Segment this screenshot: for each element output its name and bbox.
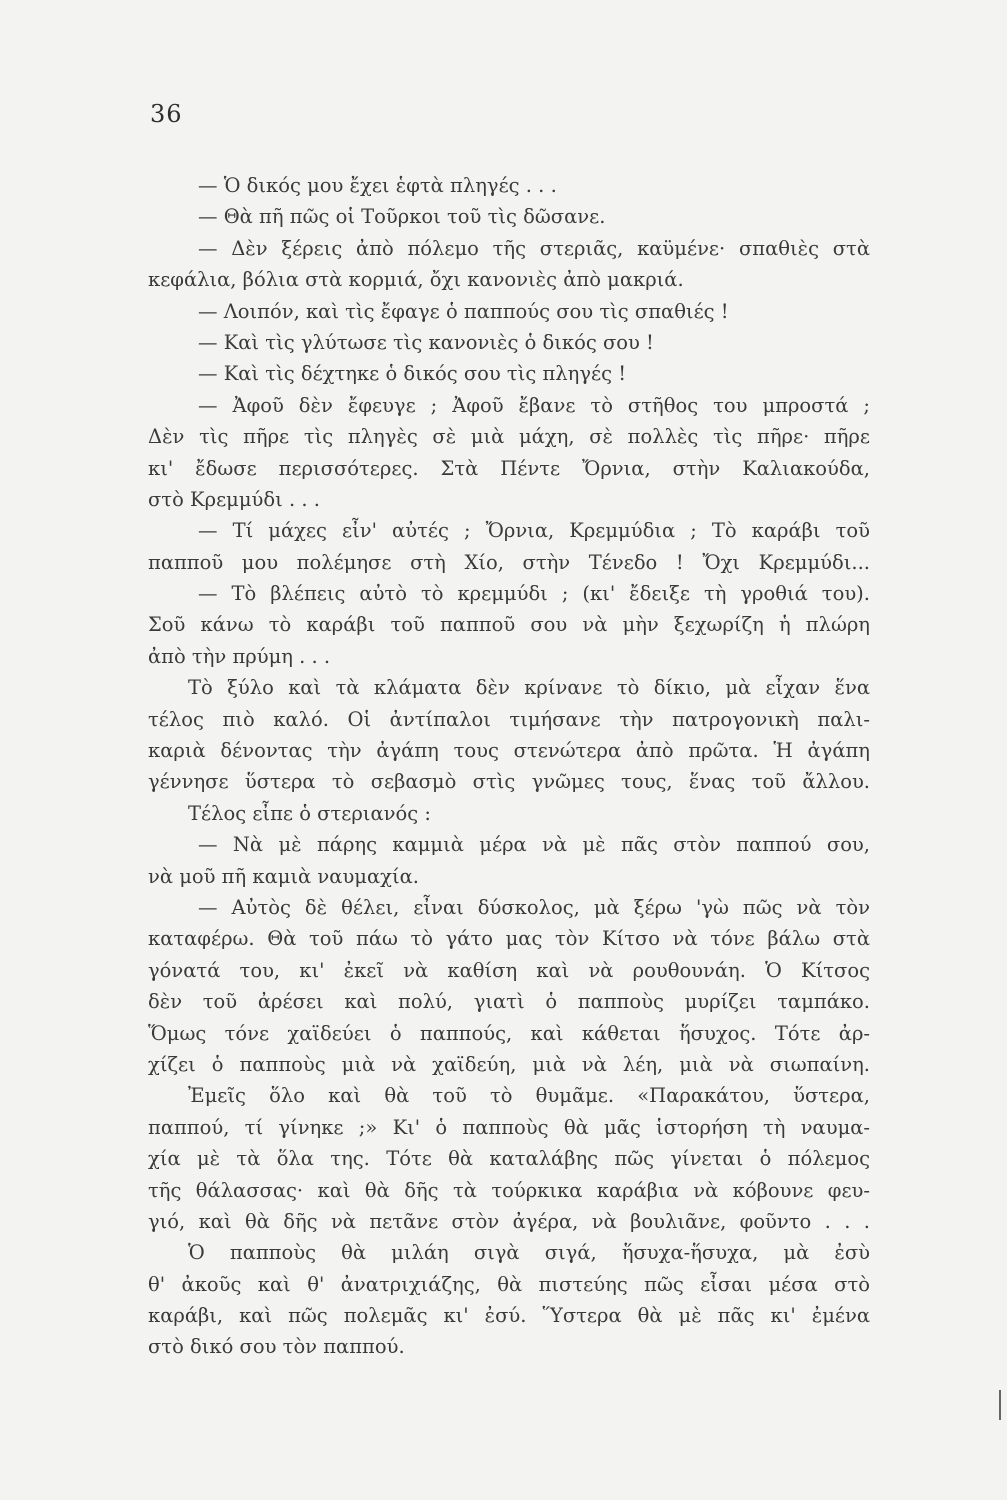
text-line: γόνατά του, κι' ἐκεῖ νὰ καθίση καὶ νὰ ρουθουνάη. Ὁ Κίτσος	[148, 958, 870, 982]
text-line: καταφέρω. Θὰ τοῦ πάω τὸ γάτο μας τὸν Κίτσο νὰ τόνε βάλω στὰ	[148, 927, 870, 951]
text-line: — Τί μάχες εἶν' αὐτές ; Ὄρνια, Κρεμμύδια ; Τὸ καράβι τοῦ	[198, 519, 870, 543]
text-line: Τέλος εἶπε ὁ στεριανός :	[188, 801, 431, 825]
text-line: καράβι, καὶ πῶς πολεμᾶς κι' ἐσύ. Ὕστερα θὰ μὲ πᾶς κι' ἐμένα	[148, 1304, 870, 1328]
text-line: Σοῦ κάνω τὸ καράβι τοῦ παπποῦ σου νὰ μὴν ξεχωρίζη ἡ πλώρη	[148, 613, 870, 637]
text-line: γιό, καὶ θὰ δῆς νὰ πετᾶνε στὸν ἀγέρα, νὰ βουλιᾶνε, φοῦντο . . .	[148, 1209, 870, 1233]
text-line: κι' ἔδωσε περισσότερες. Στὰ Πέντε Ὄρνια, στὴν Καλιακούδα,	[148, 456, 870, 480]
text-line: — Δὲν ξέρεις ἀπὸ πόλεμο τῆς στεριᾶς, καϋμένε· σπαθιὲς στὰ	[198, 236, 870, 260]
page-number: 36	[150, 100, 183, 128]
text-line: Τὸ ξύλο καὶ τὰ κλάματα δὲν κρίνανε τὸ δίκιο, μὰ εἶχαν ἕνα	[188, 676, 870, 700]
text-line: — Καὶ τὶς γλύτωσε τὶς κανονιὲς ὁ δικός σου !	[198, 330, 654, 354]
text-line: χία μὲ τὰ ὅλα της. Τότε θὰ καταλάβης πῶς γίνεται ὁ πόλεμος	[148, 1147, 870, 1171]
text-line: θ' ἀκοῦς καὶ θ' ἀνατριχιάζης, θὰ πιστεύης πῶς εἶσαι μέσα στὸ	[148, 1272, 870, 1296]
page-edge-mark	[999, 1390, 1001, 1420]
text-line: στὸ Κρεμμύδι . . .	[148, 487, 320, 511]
text-line: δὲν τοῦ ἀρέσει καὶ πολύ, γιατὶ ὁ παπποὺς μυρίζει ταμπάκο.	[148, 990, 870, 1014]
text-line: Ὁ παπποὺς θὰ μιλάη σιγὰ σιγά, ἥσυχα-ἥσυχα, μὰ ἐσὺ	[188, 1241, 870, 1265]
body-text	[148, 170, 870, 1363]
text-line: τῆς θάλασσας· καὶ θὰ δῆς τὰ τούρκικα καράβια νὰ κόβουνε φευ-	[148, 1178, 870, 1202]
text-line: καριὰ δένοντας τὴν ἀγάπη τους στενώτερα ἀπὸ πρῶτα. Ἡ ἀγάπη	[148, 739, 870, 763]
text-line: — Αὐτὸς δὲ θέλει, εἶναι δύσκολος, μὰ ξέρω 'γὼ πῶς νὰ τὸν	[198, 895, 870, 919]
text-line: — Τὸ βλέπεις αὐτὸ τὸ κρεμμύδι ; (κι' ἔδειξε τὴ γροθιά του).	[198, 582, 870, 606]
text-line: ἀπὸ τὴν πρύμη . . .	[148, 644, 331, 668]
text-line: Ὅμως τόνε χαϊδεύει ὁ παππούς, καὶ κάθεται ἥσυχος. Τότε ἀρ-	[148, 1021, 870, 1045]
text-line: — Καὶ τὶς δέχτηκε ὁ δικός σου τὶς πληγές !	[198, 362, 627, 386]
text-line: κεφάλια, βόλια στὰ κορμιά, ὄχι κανονιὲς ἀπὸ μακριά.	[148, 268, 684, 292]
text-line: γέννησε ὕστερα τὸ σεβασμὸ στὶς γνῶμες τους, ἕνας τοῦ ἄλλου.	[148, 770, 870, 794]
text-line: — Θὰ πῆ πῶς οἱ Τοῦρκοι τοῦ τὶς δῶσανε.	[198, 205, 606, 229]
text-line: Ἐμεῖς ὅλο καὶ θὰ τοῦ τὸ θυμᾶμε. «Παρακάτου, ὕστερα,	[188, 1084, 870, 1108]
text-line: — Ὁ δικός μου ἔχει ἑφτὰ πληγές . . .	[198, 174, 557, 197]
text-line: τέλος πιὸ καλό. Οἱ ἀντίπαλοι τιμήσανε τὴν πατρογονικὴ παλι-	[148, 707, 870, 731]
text-line: νὰ μοῦ πῆ καμιὰ ναυμαχία.	[148, 864, 419, 888]
text-line: παπποῦ μου πολέμησε στὴ Χίο, στὴν Τένεδο ! Ὄχι Κρεμμύδι...	[148, 550, 870, 574]
text-line: χίζει ὁ παπποὺς μιὰ νὰ χαϊδεύη, μιὰ νὰ λέη, μιὰ νὰ σιωπαίνη.	[148, 1052, 870, 1076]
text-line: — Λοιπόν, καὶ τὶς ἔφαγε ὁ παππούς σου τὶς σπαθιές !	[198, 299, 729, 323]
text-line: παππού, τί γίνηκε ;» Κι' ὁ παπποὺς θὰ μᾶς ἱστορήση τὴ ναυμα-	[148, 1115, 870, 1139]
text-line: Δὲν τὶς πῆρε τὶς πληγὲς σὲ μιὰ μάχη, σὲ πολλὲς τὶς πῆρε· πῆρε	[148, 425, 870, 449]
text-line: — Νὰ μὲ πάρης καμμιὰ μέρα νὰ μὲ πᾶς στὸν παππού σου,	[198, 833, 870, 857]
text-line: — Ἀφοῦ δὲν ἔφευγε ; Ἀφοῦ ἔβανε τὸ στῆθος του μπροστά ;	[198, 393, 870, 417]
text-line: στὸ δικό σου τὸν παππού.	[148, 1335, 405, 1359]
